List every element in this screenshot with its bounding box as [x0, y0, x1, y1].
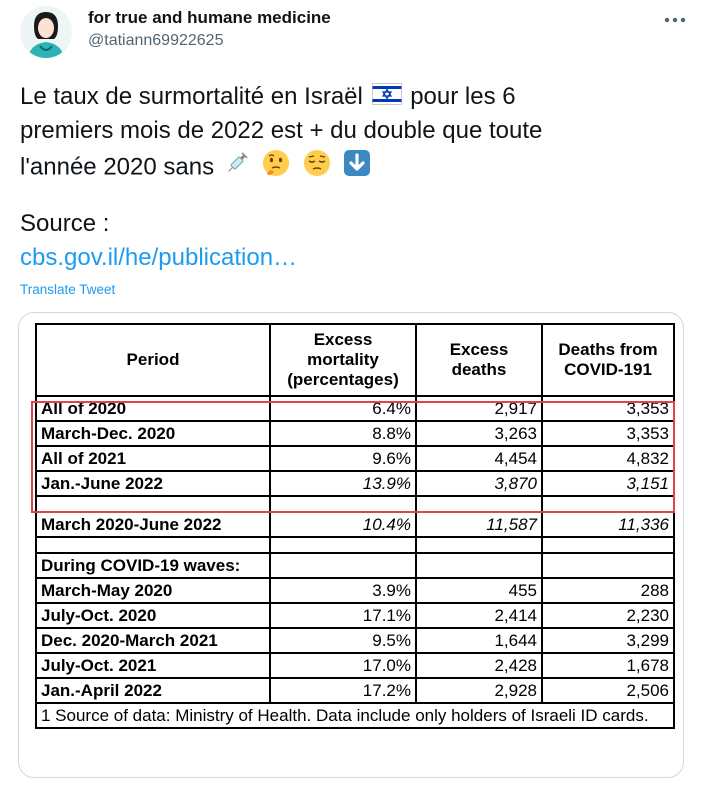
header-covid-deaths — [542, 324, 674, 396]
spacer-cell — [36, 537, 270, 553]
row-pct: 3.9% — [270, 578, 416, 603]
syringe-icon — [223, 149, 251, 187]
row-period: March-Dec. 2020 — [36, 421, 270, 446]
author-handle[interactable]: @tatiann69922625 — [88, 32, 224, 49]
row-covid: 3,299 — [542, 628, 674, 653]
translate-tweet-link[interactable]: Translate Tweet — [20, 282, 116, 297]
row-excess: 2,917 — [416, 396, 542, 421]
row-period: Jan.-April 2022 — [36, 678, 270, 703]
row-period: March-May 2020 — [36, 578, 270, 603]
row-excess: 11,587 — [416, 512, 542, 537]
row-excess: 2,414 — [416, 603, 542, 628]
author-name[interactable]: for true and humane medicine — [88, 8, 331, 27]
table-row — [36, 446, 674, 471]
row-pct: 17.1% — [270, 603, 416, 628]
header-line: Excess — [313, 330, 373, 349]
header-excess-mortality — [270, 324, 416, 396]
tweet-text-part: l'année 2020 sans — [20, 153, 215, 181]
row-excess: 3,870 — [416, 471, 542, 496]
tweet-text-part: Le taux de surmortalité en Israël — [20, 83, 363, 110]
tweet-line-3 — [20, 148, 640, 182]
row-excess: 1,644 — [416, 628, 542, 653]
table-row — [36, 603, 674, 628]
row-period: All of 2020 — [36, 396, 270, 421]
avatar[interactable] — [20, 6, 72, 58]
header-excess-deaths — [416, 324, 542, 396]
down-arrow-icon — [343, 149, 371, 187]
row-covid: 1,678 — [542, 653, 674, 678]
israel-flag-icon — [372, 81, 402, 115]
header-line: Excess — [449, 340, 509, 359]
empty-cell — [542, 553, 674, 578]
table-row — [36, 471, 674, 496]
pensive-face-icon — [302, 148, 332, 188]
header-line: mortality — [307, 350, 379, 369]
row-pct: 9.5% — [270, 628, 416, 653]
row-period: All of 2021 — [36, 446, 270, 471]
source-label: Source : — [20, 210, 110, 237]
spacer-cell — [270, 496, 416, 512]
table-footnote-row — [36, 703, 674, 728]
tweet-line-1 — [20, 80, 640, 114]
table-row — [36, 396, 674, 421]
header-line: (percentages) — [287, 370, 399, 389]
thinking-face-icon — [261, 148, 291, 188]
table-row — [36, 553, 674, 578]
table-spacer-row — [36, 537, 674, 553]
table-row — [36, 653, 674, 678]
spacer-cell — [416, 496, 542, 512]
row-covid: 3,353 — [542, 396, 674, 421]
row-covid: 2,230 — [542, 603, 674, 628]
row-section-title: During COVID-19 waves: — [36, 553, 270, 578]
row-period: Dec. 2020-March 2021 — [36, 628, 270, 653]
row-covid: 288 — [542, 578, 674, 603]
table-footnote: 1 Source of data: Ministry of Health. Data include only holders of Israeli ID cards. — [36, 703, 674, 728]
more-icon — [664, 17, 686, 23]
row-pct: 17.2% — [270, 678, 416, 703]
header-period-label: Period — [126, 350, 180, 369]
row-excess: 3,263 — [416, 421, 542, 446]
spacer-cell — [416, 537, 542, 553]
header-line: Deaths from — [558, 340, 658, 359]
tweet-text — [20, 80, 640, 182]
tweet-line-2: premiers mois de 2022 est + du double que toute — [20, 117, 543, 144]
table-header-row — [36, 324, 674, 396]
row-excess: 2,928 — [416, 678, 542, 703]
table-row — [36, 628, 674, 653]
row-pct: 17.0% — [270, 653, 416, 678]
spacer-cell — [36, 496, 270, 512]
header-period — [36, 324, 270, 396]
table-row — [36, 512, 674, 537]
empty-cell — [270, 553, 416, 578]
table-row — [36, 578, 674, 603]
table-spacer-row — [36, 496, 674, 512]
row-pct: 6.4% — [270, 396, 416, 421]
row-covid: 3,151 — [542, 471, 674, 496]
spacer-cell — [542, 496, 674, 512]
header-line: deaths — [451, 360, 507, 379]
row-covid: 2,506 — [542, 678, 674, 703]
row-covid: 11,336 — [542, 512, 674, 537]
tweet-text-part: pour les 6 — [410, 83, 516, 110]
row-pct: 10.4% — [270, 512, 416, 537]
row-covid: 4,832 — [542, 446, 674, 471]
row-excess: 2,428 — [416, 653, 542, 678]
spacer-cell — [542, 537, 674, 553]
row-excess: 4,454 — [416, 446, 542, 471]
avatar-illustration — [20, 6, 72, 58]
table-row — [36, 678, 674, 703]
header-line: COVID-191 — [564, 360, 652, 379]
mortality-table — [35, 323, 675, 729]
row-covid: 3,353 — [542, 421, 674, 446]
row-pct: 13.9% — [270, 471, 416, 496]
more-options-button[interactable] — [660, 10, 690, 30]
spacer-cell — [270, 537, 416, 553]
tweet-image-card[interactable] — [18, 312, 684, 778]
empty-cell — [416, 553, 542, 578]
row-period: July-Oct. 2020 — [36, 603, 270, 628]
row-period: Jan.-June 2022 — [36, 471, 270, 496]
source-link[interactable]: cbs.gov.il/he/publication… — [20, 244, 298, 271]
row-excess: 455 — [416, 578, 542, 603]
row-pct: 9.6% — [270, 446, 416, 471]
row-period: July-Oct. 2021 — [36, 653, 270, 678]
table-row — [36, 421, 674, 446]
row-pct: 8.8% — [270, 421, 416, 446]
row-period: March 2020-June 2022 — [36, 512, 270, 537]
